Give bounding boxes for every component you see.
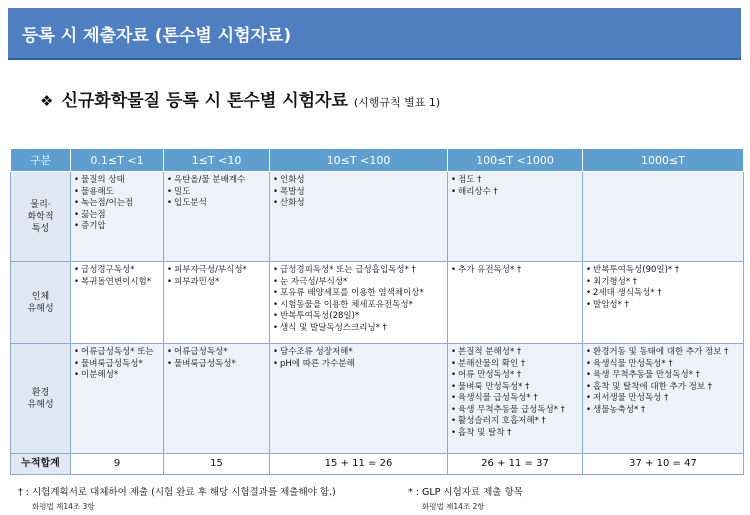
test-list xyxy=(586,265,741,311)
test-list xyxy=(451,265,580,277)
footnote-asterisk xyxy=(408,484,523,512)
table-header-row xyxy=(11,149,744,172)
test-list xyxy=(74,347,161,382)
header-cell: 1≤T <10 xyxy=(164,149,270,172)
test-list xyxy=(74,175,161,233)
total-value: 9 xyxy=(71,454,164,475)
totals-row xyxy=(11,454,744,475)
category-line: 화학적 xyxy=(27,211,54,222)
footnote-dagger xyxy=(18,484,336,512)
test-item: • 육생식물 급성독성* † xyxy=(451,393,580,405)
test-item: • 환경거동 및 동태에 대한 추가 정보 † xyxy=(586,347,741,359)
test-item: • 최기형성* † xyxy=(586,277,741,289)
header-cell: 구분 xyxy=(11,149,71,172)
test-item: • 물용해도 xyxy=(74,187,161,199)
test-item: • 입도분석 xyxy=(167,198,267,210)
test-item: • 담수조류 성장저해* xyxy=(273,347,445,359)
test-item: • 본질적 분해성* † xyxy=(451,347,580,359)
test-item: • 활성슬러지 호흡저해* † xyxy=(451,416,580,428)
test-cell xyxy=(583,172,744,262)
test-cell xyxy=(71,172,164,262)
test-item: • 2세대 생식독성* † xyxy=(586,288,741,300)
test-item: • 녹는점/어는점 xyxy=(74,198,161,210)
test-cell xyxy=(270,344,448,454)
test-cell xyxy=(270,172,448,262)
test-cell xyxy=(448,344,583,454)
test-item: • 시험동물을 이용한 체세포유전독성* xyxy=(273,300,445,312)
footnote-ref: 화평법 제14조 2항 xyxy=(422,502,485,511)
footnote-ref: 화평법 제14조 3항 xyxy=(32,502,95,511)
header-title: 등록 시 제출자료 (톤수별 시험자료) xyxy=(22,26,292,46)
test-list xyxy=(451,347,580,439)
test-item: • 증기압 xyxy=(74,221,161,233)
test-cell xyxy=(71,262,164,344)
category-line: 특성 xyxy=(31,223,50,234)
header-cell: 10≤T <100 xyxy=(270,149,448,172)
test-item: • 끓는점 xyxy=(74,210,161,222)
test-item: • 분해산물의 확인 † xyxy=(451,359,580,371)
category-line: 물리· xyxy=(30,199,51,210)
test-list xyxy=(167,265,267,288)
test-item: • 흡착 및 탈착 † xyxy=(451,428,580,440)
test-item: • 육생 무척추동물 급성독성* † xyxy=(451,405,580,417)
test-item: • 포유류 배양세포를 이용한 염색체이상* xyxy=(273,288,445,300)
subtitle-note: (시행규칙 별표 1) xyxy=(353,96,441,109)
test-item: • 육생식물 만성독성* † xyxy=(586,359,741,371)
test-item: • 어류급성독성* 또는 xyxy=(74,347,161,359)
test-item: • 밀도 xyxy=(167,187,267,199)
test-cell xyxy=(71,344,164,454)
test-item: • 급성경구독성* xyxy=(74,265,161,277)
test-item: • 반복투여독성(90일)* † xyxy=(586,265,741,277)
category-cell xyxy=(11,172,71,262)
test-item: • 물질의 상태 xyxy=(74,175,161,187)
test-cell xyxy=(270,262,448,344)
test-cell xyxy=(448,172,583,262)
test-item: • 흡착 및 탈착에 대한 추가 정보 † xyxy=(586,382,741,394)
test-list xyxy=(273,265,445,334)
test-cell xyxy=(583,262,744,344)
test-item: • 복귀돌연변이시험* xyxy=(74,277,161,289)
test-item: • pH에 따른 가수분해 xyxy=(273,359,445,371)
test-item: • 급성경피독성* 또는 급성흡입독성* † xyxy=(273,265,445,277)
test-item: • 저서생물 만성독성 † xyxy=(586,393,741,405)
test-item: • 추가 유전독성* † xyxy=(451,265,580,277)
test-item: • 점도 † xyxy=(451,175,580,187)
test-item: • 피부과민성* xyxy=(167,277,267,289)
test-item: • 물벼룩 만성독성* † xyxy=(451,382,580,394)
test-cell xyxy=(583,344,744,454)
test-list xyxy=(74,265,161,288)
test-item: • 어류 만성독성* † xyxy=(451,370,580,382)
test-item: • 생식 및 발달독성스크리닝* † xyxy=(273,323,445,335)
test-cell xyxy=(164,344,270,454)
category-line: 환경 xyxy=(31,387,50,398)
total-value: 15 + 11 = 26 xyxy=(270,454,448,475)
category-cell xyxy=(11,344,71,454)
subtitle xyxy=(40,86,440,111)
test-list xyxy=(167,347,267,370)
test-item: • 이분해성* xyxy=(74,370,161,382)
total-value: 26 + 11 = 37 xyxy=(448,454,583,475)
test-cell xyxy=(164,172,270,262)
total-value: 15 xyxy=(164,454,270,475)
test-item: • 반복투여독성(28일)* xyxy=(273,311,445,323)
test-item: • 폭발성 xyxy=(273,187,445,199)
header-cell: 1000≤T xyxy=(583,149,744,172)
table-row xyxy=(11,172,744,262)
test-item: • 물벼룩급성독성* xyxy=(74,359,161,371)
header-cell: 0.1≤T <1 xyxy=(71,149,164,172)
total-value: 37 + 10 = 47 xyxy=(583,454,744,475)
test-cell xyxy=(448,262,583,344)
test-item: • 생물농축성* † xyxy=(586,405,741,417)
test-list xyxy=(586,347,741,416)
test-item: • 해리상수 † xyxy=(451,187,580,199)
totals-label: 누적합계 xyxy=(11,454,71,475)
test-cell xyxy=(164,262,270,344)
footnote-text: * : GLP 시험자료 제출 항목 xyxy=(408,487,523,498)
test-item: • 인화성 xyxy=(273,175,445,187)
category-line: 유해성 xyxy=(27,399,54,410)
test-item: • 눈 자극성/부식성* xyxy=(273,277,445,289)
diamond-bullet-icon: ❖ xyxy=(40,92,54,110)
category-line: 인체 xyxy=(31,291,50,302)
test-item: • 어류급성독성* xyxy=(167,347,267,359)
tonnage-test-table xyxy=(10,148,744,475)
test-item: • 피부자극성/부식성* xyxy=(167,265,267,277)
table-row xyxy=(11,344,744,454)
test-item: • 물벼룩급성독성* xyxy=(167,359,267,371)
test-item: • 육생 무척추동물 만성독성* † xyxy=(586,370,741,382)
test-list xyxy=(167,175,267,210)
subtitle-main: 신규화학물질 등록 시 톤수별 시험자료 xyxy=(61,91,348,111)
category-cell xyxy=(11,262,71,344)
test-list xyxy=(273,175,445,210)
category-line: 유해성 xyxy=(27,303,54,314)
footnote-text: † : 시험계획서로 대체하여 제출 (시험 완료 후 해당 시험결과를 제출해야 함.) xyxy=(18,487,336,498)
header-bar xyxy=(8,8,741,60)
test-item: • 옥탄올/물 분배계수 xyxy=(167,175,267,187)
test-item: • 발암성* † xyxy=(586,300,741,312)
test-item: • 산화성 xyxy=(273,198,445,210)
test-list xyxy=(273,347,445,370)
table-row xyxy=(11,262,744,344)
header-cell: 100≤T <1000 xyxy=(448,149,583,172)
test-list xyxy=(451,175,580,198)
